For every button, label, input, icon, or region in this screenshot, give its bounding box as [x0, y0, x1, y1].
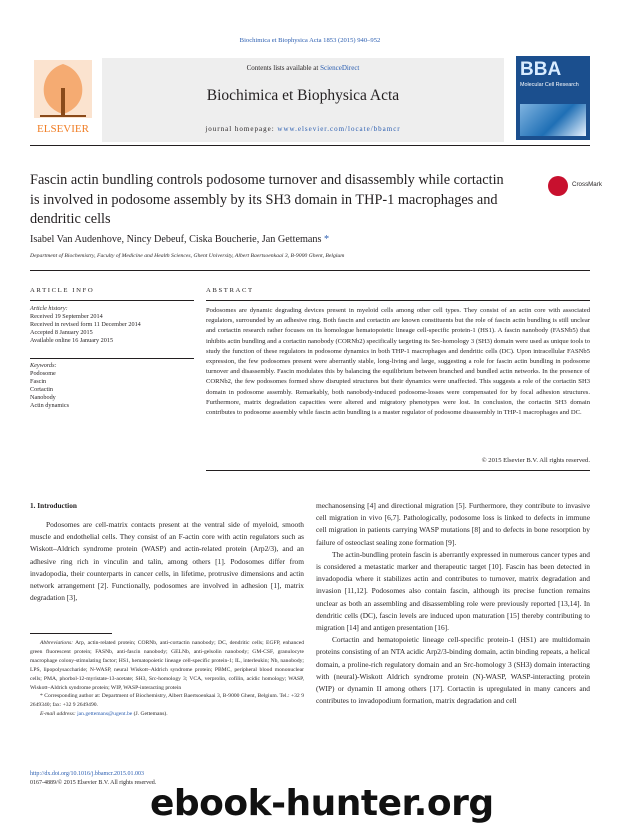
journal-title: Biochimica et Biophysica Acta: [206, 87, 400, 104]
article-title: Fascin actin bundling controls podosome turnover and disassembly while cortactin is involved in podosome assembly by its SH3 domain in THP-1 macrophages and dendritic cells: [30, 172, 504, 227]
journal-cover-image: [516, 56, 590, 140]
crossmark-badge[interactable]: [548, 176, 608, 200]
header-divider: [30, 145, 590, 146]
abstract-text: Podosomes are dynamic degrading devices present in myeloid cells among other cell types. They consist of an actin core with associated regulators, surrounded by an adhesive ring. Both fascin and cortactin are known constituents but the role of fascin actin bundling is still unclear and cortactin research rather focuses on its homologue hematopoietic lineage cell-specific protein-1 (HS1). A fascin nanobody (FASNb5) that inhibits actin bundling and a cortactin nanobody (CORNb2) specifically targeting its Src-homology 3 (SH3) domain were used as unique tools to study the function of these regulators in podosome dynamics in both THP-1 macrophages and dendritic cells (DC). Upon intracellular FASNb5 expression, the few podosomes present were aberrantly stable, long-living and large, suggesting a role for fascin actin bundling in podosome turnover and disassembly. Fascin modulates this by balancing the equilibrium between branched and bundled actin networks. In the presence of CORNb2, the few podosomes formed show disrupted structures but their dynamics were unaffected. This suggests a role of the cortactin SH3 domain in podosome assembly. Remarkably, both nanobody-induced podosome-losses were compensated for by focal adhesion structures. Furthermore, matrix degradation capacities were altered and migratory phenotypes were lost. In conclusion, the cortactin SH3 domain contributes to podosome assembly while fascin actin bundling is a master regulator of podosome disassembly in THP-1 macrophages and DC.: [206, 307, 590, 417]
article-info-heading: ARTICLE INFO: [30, 287, 95, 294]
issn-line: 0167-4889/© 2015 Elsevier B.V. All rights reserved.: [30, 780, 157, 786]
crossmark-label: CrossMark: [572, 181, 602, 188]
intro-paragraph: Podosomes are cell-matrix contacts present at the ventral side of myeloid, smooth muscle and endothelial cells. They consist of an F-actin core with actin regulators such as Wiskott–Aldrich syndrome protein (WASP) and actin-related protein (Arp2/3), and an adhesive ring rich in vinculin and talin, among others [1]. Podosomes differ from invadopodia, their counterparts in cancer cells, in lifetime, protrusive dimensions and actin network arrangement [2]. Functionally, podosomes are involved in adhesion [1], matrix degradation [3],: [30, 520, 304, 603]
email-footnote: [30, 710, 304, 719]
keyword: Actin dynamics: [30, 402, 70, 410]
introduction-column-2: [316, 500, 590, 707]
keyword: Fascin: [30, 378, 47, 386]
watermark: ebook-hunter.org: [150, 783, 494, 824]
abbreviations-footnote: [30, 639, 304, 692]
homepage-link[interactable]: www.elsevier.com/locate/bbamcr: [277, 125, 401, 133]
sciencedirect-link[interactable]: ScienceDirect: [320, 64, 360, 72]
crossmark-icon: [548, 176, 568, 196]
history-accepted: Accepted 8 January 2015: [30, 329, 93, 337]
abstract-divider: [206, 300, 590, 301]
intro-paragraph: mechanosensing [4] and directional migration [5]. Furthermore, they contribute to invasive cell migration in vivo [6,7]. Pathologically, podosome loss is linked to defects in immune cell migration in patients carrying WASP mutations [8] and to defects in bone resorption by failure of osteoclast sealing zone formation [9].: [316, 501, 590, 547]
email-label: E-mail address:: [40, 711, 76, 718]
keyword: Nanobody: [30, 394, 56, 402]
keywords-label: Keywords:: [30, 362, 57, 369]
footnote-divider: [30, 633, 112, 634]
abstract-heading: ABSTRACT: [206, 287, 254, 294]
cover-subtitle: Molecular Cell Research: [520, 82, 579, 88]
homepage-line: [102, 125, 504, 133]
elsevier-logo: [30, 58, 96, 136]
footnotes: [30, 639, 304, 719]
contents-line: [102, 64, 504, 72]
cover-artwork: [520, 104, 586, 136]
elsevier-wordmark: ELSEVIER: [37, 123, 89, 135]
article-history: [30, 305, 194, 345]
abbreviations-text: Arp, actin-related protein; CORNb, anti-cortactin nanobody; DC, dendritic cells; EGFP, enhanced green fluorescent protein; FASNb, anti-fascin nanobody; GELNb, anti-gelsolin nanobody; GM-CSF, granulocyte macrophage colony-stimulating factor; HS1, hematopoietic lineage cell-specific protein-1; IL, interleukin; Nb, nanobody; LPS, lipopolysaccharide; N-WASP, neural Wiskott–Aldrich syndrome protein; PBMC, peripheral blood mononuclear cells; PMA, phorbol-12-myristate-13-acetate; SH3, Src-homology 3; VCA, verprolin, cofilin, acidic homology; WASP, Wiskott–Aldrich syndrome protein; WIP, WASP-interacting protein: [30, 640, 304, 691]
abbreviations-label: Abbreviations:: [40, 640, 74, 646]
keyword: Podosome: [30, 370, 56, 378]
keyword: Cortactin: [30, 386, 54, 394]
article-info-divider: [30, 300, 194, 301]
corresponding-author-link[interactable]: *: [324, 234, 330, 245]
authors-text: Isabel Van Audenhove, Nincy Debeuf, Ciska Boucherie, Jan Gettemans: [30, 234, 322, 245]
email-link[interactable]: jan.gettemans@ugent.be: [77, 711, 133, 718]
abstract-copyright: © 2015 Elsevier B.V. All rights reserved.: [481, 457, 590, 464]
abstract-end-divider: [206, 470, 590, 471]
history-received: Received 19 September 2014: [30, 313, 103, 321]
keywords: [30, 362, 194, 411]
corresponding-author-footnote: * Corresponding author at: Department of Biochemistry, Albert Baertsoenkaai 3, B-9000 Ghent, Belgium. Tel.: +32 9 2649340; fax: +32 9 2649490.: [30, 693, 304, 709]
contents-prefix: Contents lists available at: [246, 64, 321, 72]
journal-reference[interactable]: Biochimica et Biophysica Acta 1853 (2015) 940–952: [239, 37, 381, 44]
keywords-divider: [30, 358, 194, 359]
intro-paragraph: Cortactin and hematopoietic lineage cell-specific protein-1 (HS1) are multidomain proteins consisting of an NTA acidic Arp2/3-binding domain, actin binding repeats, a helical domain, a proline-rich regulatory domain and an Src-homology 3 (SH3) domain interacting with (neural)-Wiskott Aldrich syndrome protein (N)-WASP, WASP-interacting protein (WIP) or dynamin II among others [17]. Cortactin is upregulated in many cancers and contributes to invadopodium formation, matrix degradation and cell: [316, 635, 590, 706]
affiliation: Department of Biochemistry, Faculty of Medicine and Health Sciences, Ghent University, Albert Baertsoenkaai 3, B-9000 Ghent, Belgium: [30, 253, 345, 259]
email-suffix: (J. Gettemans).: [132, 711, 168, 718]
history-label: Article history:: [30, 305, 68, 312]
intro-paragraph: The actin-bundling protein fascin is aberrantly expressed in numerous cancer types and is considered a metastatic marker and therapeutic target [10]. Fascin has been detected in invadopodia where it stabilizes actin and contributes to turnover, matrix degradation and invasion [11,12]. Podosomes also contain fascin, although its precise function remains unclear as both an assembling and disassembling role were previously reported [13,14]. In dendritic cells (DC), fascin levels are induced upon maturation [15] thereby contributing to migration [14] and antigen presentation [16].: [316, 549, 590, 633]
title-divider: [30, 270, 590, 271]
history-online: Available online 16 January 2015: [30, 337, 114, 345]
history-revised: Received in revised form 11 December 2014: [30, 321, 141, 329]
cover-title: BBA: [520, 59, 562, 80]
introduction-column-1: [30, 519, 304, 604]
homepage-prefix: journal homepage:: [205, 125, 278, 133]
doi-link[interactable]: http://dx.doi.org/10.1016/j.bbamcr.2015.01.003: [30, 771, 145, 777]
author-list: [30, 234, 329, 245]
introduction-heading: 1. Introduction: [30, 501, 77, 510]
